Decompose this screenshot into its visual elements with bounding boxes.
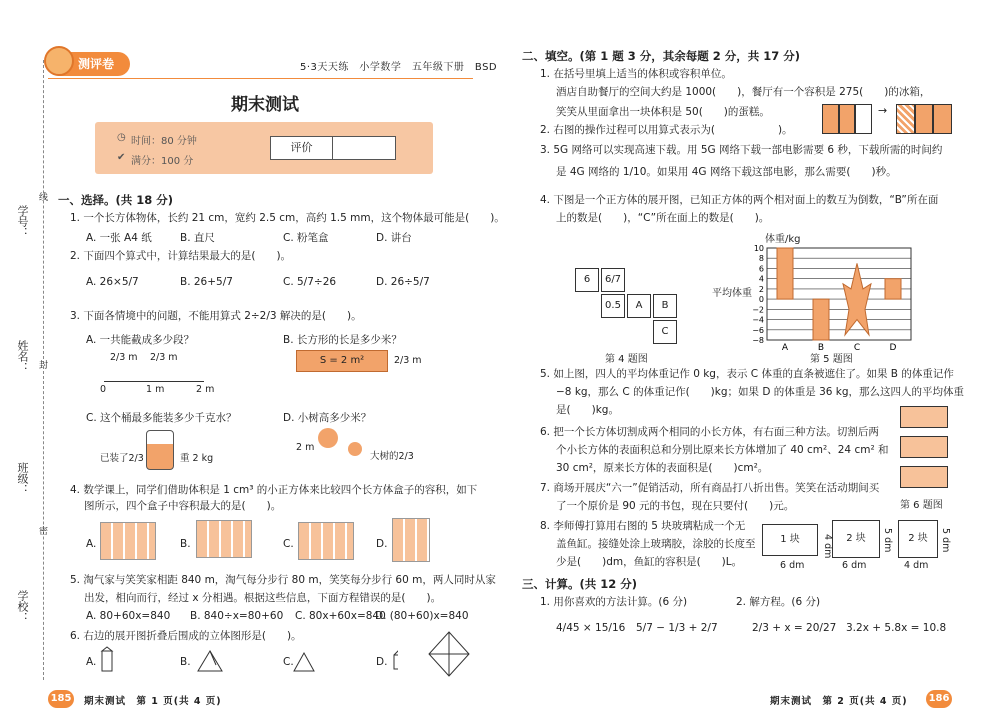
prism-icon	[102, 647, 112, 671]
q1-3-option-a[interactable]: A. 一共能截成多少段？	[86, 334, 195, 346]
pyramid-icon	[198, 651, 222, 671]
seal-mark: 封	[37, 360, 47, 369]
box-a-icon	[100, 522, 156, 560]
q2-5-c: 是( )kg。	[556, 404, 619, 416]
q2-4: 4. 下图是一个正方体的展开图，已知正方体的两个相对面上的数互为倒数，“B”所在面	[540, 194, 939, 206]
series-label: 5·3天天练 小学数学 五年级下册 BSD	[300, 62, 498, 73]
q1-1-option-c[interactable]: C. 粉笔盒	[283, 232, 329, 244]
q1-6-option-a[interactable]: A.	[86, 656, 97, 668]
q1-2-option-c[interactable]: C. 5/7÷26	[283, 276, 337, 288]
class-label: 班级：	[16, 462, 29, 495]
evaluation-box[interactable]	[270, 136, 396, 160]
q1-4-cont: 图所示，四个盒子中容积最大的是( )。	[84, 500, 282, 512]
solid-shapes	[98, 645, 398, 675]
section-3-heading: 三、计算。(共 12 分)	[522, 577, 638, 591]
segment-label: 2/3 m	[110, 352, 138, 363]
expr-2: 5/7 − 1/3 + 2/7	[636, 622, 718, 634]
q1-3-option-b[interactable]: B. 长方形的长是多少米？	[283, 334, 402, 346]
q1-1-option-d[interactable]: D. 讲台	[376, 232, 412, 244]
cube-icon	[394, 649, 398, 669]
chart-average-label: 平均体重	[712, 288, 752, 299]
evaluation-field[interactable]	[333, 137, 395, 159]
net-face: C	[653, 320, 677, 344]
area-rectangle: S = 2 m²	[296, 350, 388, 372]
side-label: 2/3 m	[394, 355, 422, 366]
q1-5: 5. 淘气家与笑笑家相距 840 m，淘气每分步行 80 m，笑笑每分步行 60 m，两人同时从家	[70, 574, 496, 586]
q1-4-option-a[interactable]: A.	[86, 538, 97, 550]
cube-net	[575, 268, 685, 348]
q1-2-option-b[interactable]: B. 26+5/7	[180, 276, 233, 288]
q2-8: 8. 李师傅打算用右图的 5 块玻璃粘成一个无	[540, 520, 746, 532]
q2-7: 7. 商场开展庆“六一”促销活动，所有商品打八折出售。笑笑在活动期间买	[540, 482, 880, 494]
q1-6-option-d[interactable]: D.	[376, 656, 388, 668]
q1-5-cont: 出发，相向而行，经过 x 分相遇。根据这些信息，下面方程错误的是( )。	[84, 592, 442, 604]
equation-1: 2/3 + x = 20/27	[752, 622, 837, 634]
q2-7-b: 了一个原价是 90 元的书包，现在只要付( )元。	[556, 500, 795, 512]
bar-A	[777, 248, 793, 299]
net-face: B	[653, 294, 677, 318]
net-face: 6	[575, 268, 599, 292]
tetrahedron-icon	[294, 653, 314, 671]
bucket-icon	[146, 430, 174, 470]
box-d-icon	[392, 518, 430, 562]
q3-1: 1. 用你喜欢的方法计算。(6 分)	[540, 596, 688, 608]
q1-3-option-d[interactable]: D. 小树高多少米？	[283, 412, 372, 424]
net-diagram	[425, 630, 473, 678]
net-face: A	[627, 294, 651, 318]
bucket-weight-label: 重 2 kg	[180, 453, 214, 464]
q1-5-option-d[interactable]: D. (80+60)x=840	[375, 610, 469, 622]
y-tick-label: 2	[758, 284, 764, 294]
bucket-filled-label: 已装了2/3	[100, 453, 144, 464]
q2-3-cont: 是 4G 网络的 1/10。如果用 4G 网络下载这部电影，那么需要( )秒。	[556, 166, 897, 178]
q1-1: 1. 一个长方体物体，长约 21 cm，宽约 2.5 cm，高约 1.5 mm，这个物体最可能是( )。	[70, 212, 505, 224]
binding-line	[43, 60, 44, 680]
badge: 测评卷	[48, 52, 130, 76]
mascot-icon	[44, 46, 74, 76]
cuboid-cut-1	[900, 406, 948, 428]
glass-2-width: 6 dm	[842, 560, 867, 571]
q1-5-option-b[interactable]: B. 840÷x=80+60	[190, 610, 284, 622]
x-tick-label: B	[817, 343, 825, 350]
glass-1-height: 4 dm	[822, 534, 833, 559]
q2-1-a: 酒店自助餐厅的空间大约是 1000( )，餐厅有一个容积是 275( )的冰箱，	[556, 86, 931, 98]
net-face: 6/7	[601, 268, 625, 292]
y-tick-label: 6	[758, 264, 764, 274]
q1-2-option-a[interactable]: A. 26×5/7	[86, 276, 139, 288]
y-tick-label: −4	[752, 315, 764, 325]
page-title: 期末测试	[231, 95, 299, 115]
q2-8-c: 少是( )dm，鱼缸的容积是( )L。	[556, 556, 743, 568]
tree-height-label: 2 m	[296, 442, 315, 453]
check-icon: ✔	[117, 152, 126, 163]
q1-4-option-b[interactable]: B.	[180, 538, 191, 550]
tick-label: 0	[100, 384, 107, 395]
y-tick-label: 8	[758, 254, 764, 264]
q2-2: 2. 右图的操作过程可以用算式表示为( )。	[540, 124, 793, 136]
expr-1: 4/45 × 15/16	[556, 622, 626, 634]
student-id-label: 学号：	[16, 205, 29, 238]
y-tick-label: 10	[753, 244, 764, 253]
q1-6-option-b[interactable]: B.	[180, 656, 191, 668]
evaluation-label: 评价	[271, 137, 333, 159]
school-label: 学校：	[16, 590, 29, 623]
number-line	[104, 372, 204, 382]
footer-right-text: 期末测试 第 2 页(共 4 页)	[770, 696, 908, 707]
q1-3: 3. 下面各情境中的问题，不能用算式 2÷2/3 解决的是( )。	[70, 310, 362, 322]
q2-8-b: 盖鱼缸。接缝处涂上玻璃胶，涂胶的长度至	[556, 538, 756, 550]
q2-5: 5. 如上图，四人的平均体重记作 0 kg，表示 C 体重的直条被遮住了。如果 B 的体重记作	[540, 368, 954, 380]
tick-label: 1 m	[146, 384, 165, 395]
fraction-strip-1	[822, 104, 872, 134]
page-number-left: 185	[48, 690, 74, 708]
q2-6-b: 个小长方体的表面积总和分别比原来长方体增加了 40 cm²、24 cm² 和	[556, 444, 889, 456]
small-tree-icon	[348, 442, 362, 456]
divider	[48, 78, 473, 79]
section-2-heading: 二、填空。(第 1 题 3 分，其余每题 2 分，共 17 分)	[522, 49, 801, 63]
figure-6-caption: 第 6 题图	[900, 500, 943, 511]
tick-label: 2 m	[196, 384, 215, 395]
q1-6: 6. 右边的展开图折叠后围成的立体图形是( )。	[70, 630, 302, 642]
bar-C-hidden	[843, 263, 871, 335]
box-b-icon	[196, 520, 252, 558]
q1-5-option-c[interactable]: C. 80x+60x=840	[295, 610, 386, 622]
y-tick-label: −2	[752, 305, 764, 315]
arrow-icon: →	[878, 104, 888, 117]
weight-chart	[745, 240, 915, 350]
q1-1-option-b[interactable]: B. 直尺	[180, 232, 215, 244]
close-mark: 密	[37, 526, 47, 535]
glass-2-height: 5 dm	[882, 528, 893, 553]
q1-4-option-c[interactable]: C.	[283, 538, 294, 550]
line-mark: 线	[37, 192, 47, 201]
q1-6-option-c[interactable]: C.	[283, 656, 294, 668]
glass-3-width: 4 dm	[904, 560, 929, 571]
box-c-icon	[298, 522, 354, 560]
chart-ylabel: 体重/kg	[765, 234, 801, 245]
tree-ratio-label: 大树的2/3	[370, 451, 414, 462]
q2-1-b: 笑笑从里面拿出一块体积是 50( )的蛋糕。	[556, 106, 770, 118]
glass-piece-3: 2 块	[898, 520, 938, 558]
q2-6: 6. 把一个长方体切割成两个相同的小长方体，有右面三种方法。切割后两	[540, 426, 879, 438]
x-tick-label: C	[853, 343, 861, 350]
net-face: 0.5	[601, 294, 625, 318]
fraction-strip-2	[896, 104, 952, 134]
q1-4-option-d[interactable]: D.	[376, 538, 388, 550]
q2-4-cont: 上的数是( )，“C”所在面上的数是( )。	[556, 212, 770, 224]
page-number-right: 186	[926, 690, 952, 708]
big-tree-icon	[318, 428, 338, 448]
section-1-heading: 一、选择。(共 18 分)	[58, 193, 174, 207]
y-tick-label: −6	[752, 325, 764, 335]
q2-5-b: −8 kg，那么 C 的体重记作( )kg；如果 D 的体重是 36 kg，那么这四人的平均体重	[556, 386, 965, 398]
q1-3-option-c[interactable]: C. 这个桶最多能装多少千克水？	[86, 412, 237, 424]
glass-piece-2: 2 块	[832, 520, 880, 558]
equation-2: 3.2x + 5.8x = 10.8	[846, 622, 947, 634]
student-name-label: 姓名：	[16, 340, 29, 373]
q1-5-option-a[interactable]: A. 80+60x=840	[86, 610, 171, 622]
footer-left-text: 期末测试 第 1 页(共 4 页)	[84, 696, 222, 707]
glass-piece-1: 1 块	[762, 524, 818, 556]
bar-D	[885, 279, 901, 299]
figure-5-caption: 第 5 题图	[810, 354, 853, 365]
q1-2: 2. 下面四个算式中，计算结果最大的是( )。	[70, 250, 292, 262]
cuboid-cut-3	[900, 466, 948, 488]
x-tick-label: A	[781, 343, 789, 350]
x-tick-label: D	[889, 343, 897, 350]
segment-label: 2/3 m	[150, 352, 178, 363]
q2-3: 3. 5G 网络可以实现高速下载。用 5G 网络下载一部电影需要 6 秒，下载所需的时间约	[540, 144, 943, 156]
glass-3-height: 5 dm	[940, 528, 951, 553]
q1-2-option-d[interactable]: D. 26÷5/7	[376, 276, 430, 288]
figure-4-caption: 第 4 题图	[605, 354, 648, 365]
q2-6-c: 30 cm²，原来长方体的表面积是( )cm²。	[556, 462, 769, 474]
q3-2: 2. 解方程。(6 分)	[736, 596, 821, 608]
glass-1-width: 6 dm	[780, 560, 805, 571]
full-score: 满分：100 分	[131, 156, 194, 167]
bar-B	[813, 299, 829, 340]
q2-1: 1. 在括号里填上适当的体积或容积单位。	[540, 68, 732, 80]
q1-1-option-a[interactable]: A. 一张 A4 纸	[86, 232, 152, 244]
y-tick-label: 0	[758, 295, 764, 305]
clock-icon: ◷	[117, 132, 126, 143]
y-tick-label: −8	[752, 336, 764, 345]
cuboid-cut-2	[900, 436, 948, 458]
time-limit: 时间：80 分钟	[131, 136, 197, 147]
y-tick-label: 4	[758, 274, 764, 284]
q1-4: 4. 数学课上，同学们借助体积是 1 cm³ 的小正方体来比较四个长方体盒子的容积，如下	[70, 484, 478, 496]
